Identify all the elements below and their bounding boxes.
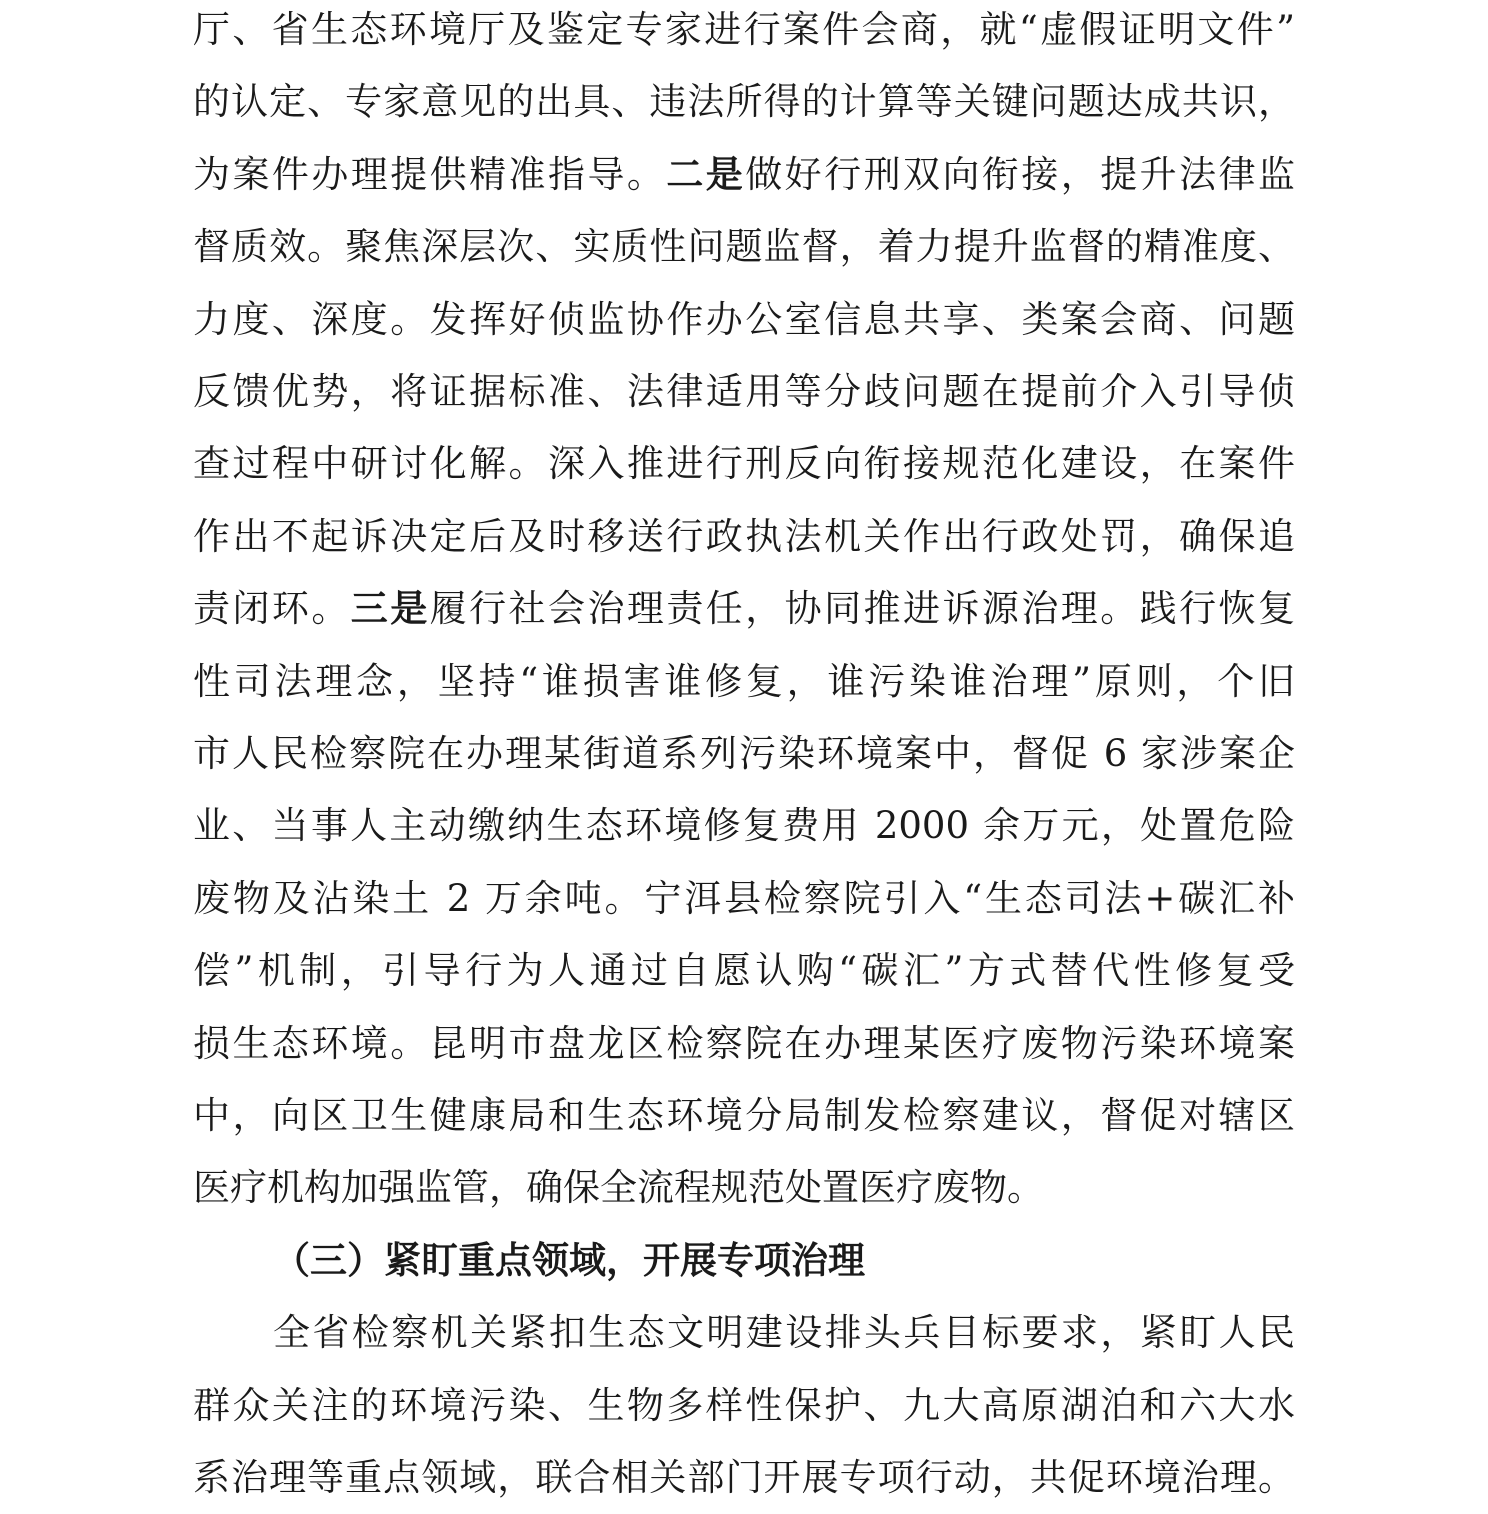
line-text: 市人民检察院在办理某街道系列污染环境案中，督促 6 家涉案企 xyxy=(193,732,1295,775)
paragraph-line xyxy=(193,211,1295,283)
paragraph-line xyxy=(193,1080,1295,1152)
bold-lead-phrase: 二是 xyxy=(666,152,746,196)
paragraph-line xyxy=(193,646,1295,718)
paragraph-line: 全省检察机关紧扣生态文明建设排头兵目标要求，紧盯人民 xyxy=(273,1311,1295,1355)
line-text: 查过程中研讨化解。深入推进行刑反向衔接规范化建设，在案件 xyxy=(193,442,1295,486)
line-text: 中，向区卫生健康局和生态环境分局制发检察建议，督促对辖区 xyxy=(193,1094,1295,1137)
bold-lead-phrase: 三是 xyxy=(350,587,430,631)
paragraph-line xyxy=(193,356,1295,428)
paragraph-line xyxy=(193,0,1295,66)
line-text: 责闭环。 xyxy=(193,587,351,631)
paragraph-line xyxy=(193,501,1295,573)
paragraph-line xyxy=(193,284,1295,356)
line-text: 履行社会治理责任，协同推进诉源治理。践行恢复 xyxy=(429,587,1296,631)
line-text: 业、当事人主动缴纳生态环境修复费用 2000 余万元，处置危险 xyxy=(193,804,1295,848)
line-text: 厅、省生态环境厅及鉴定专家进行案件会商，就“虚假证明文件” xyxy=(193,8,1295,51)
paragraph-line: 群众关注的环境污染、生物多样性保护、九大高原湖泊和六大水 xyxy=(193,1383,1295,1427)
line-text: 反馈优势，将证据标准、法律适用等分歧问题在提前介入引导侦 xyxy=(193,370,1295,413)
line-text: 损生态环境。昆明市盘龙区检察院在办理某医疗废物污染环境案 xyxy=(193,1021,1295,1065)
paragraph-line xyxy=(193,863,1295,935)
line-text: 偿”机制，引导行为人通过自愿认购“碳汇”方式替代性修复受 xyxy=(193,949,1295,993)
line-text: 废物及沾染土 2 万余吨。宁洱县检察院引入“生态司法+碳汇补 xyxy=(193,876,1295,920)
paragraph-line xyxy=(193,139,1295,211)
line-text: 的认定、专家意见的出具、违法所得的计算等关键问题达成共识， xyxy=(193,80,1295,124)
line-text: 性司法理念，坚持“谁损害谁修复，谁污染谁治理”原则，个旧 xyxy=(193,659,1295,703)
line-text: 医疗机构加强监管，确保全流程规范处置医疗废物。 xyxy=(193,1166,1044,1210)
paragraph-line xyxy=(193,718,1295,790)
line-text: 为案件办理提供精准指导。 xyxy=(193,152,667,196)
line-text: 力度、深度。发挥好侦监协作办公室信息共享、类案会商、问题 xyxy=(193,297,1295,341)
paragraph-line xyxy=(193,790,1295,862)
section-heading: （三）紧盯重点领域，开展专项治理 xyxy=(273,1238,865,1282)
paragraph-line xyxy=(193,573,1295,645)
paragraph-line: 系治理等重点领域，联合相关部门开展专项行动，共促环境治理。 xyxy=(193,1456,1295,1499)
paragraph-line xyxy=(193,428,1295,500)
paragraph-line xyxy=(193,1008,1295,1080)
paragraph-line xyxy=(193,935,1295,1007)
paragraph-line xyxy=(193,66,1295,138)
paragraph-line xyxy=(193,1152,1295,1224)
line-text: 作出不起诉决定后及时移送行政执法机关作出行政处罚，确保追 xyxy=(193,514,1295,558)
line-text: 做好行刑双向衔接，提升法律监 xyxy=(745,152,1296,196)
line-text: 督质效。聚焦深层次、实质性问题监督，着力提升监督的精准度、 xyxy=(193,225,1295,269)
